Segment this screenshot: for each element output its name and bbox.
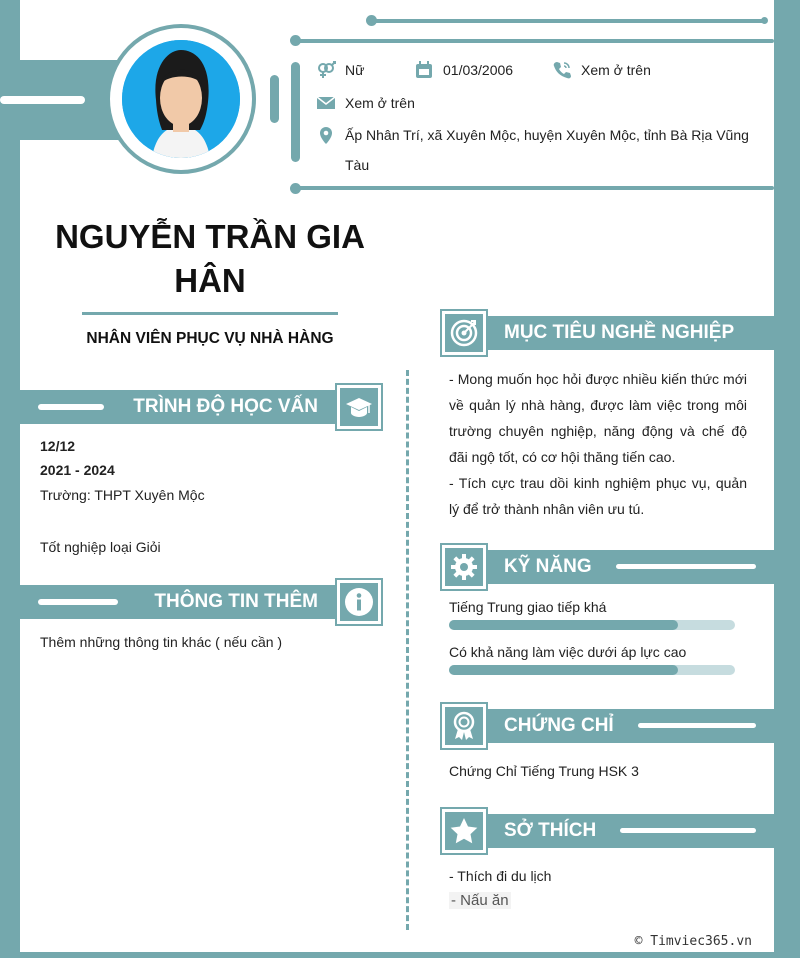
contact-top-dot: [290, 35, 301, 46]
skills-title: KỸ NĂNG: [504, 556, 592, 577]
hobbies-title: SỞ THÍCH: [504, 820, 597, 841]
avatar: [122, 40, 240, 158]
phone-value: Xem ở trên: [581, 62, 651, 78]
certificates-header-line: [638, 723, 756, 728]
education-school: Trường: THPT Xuyên Mộc: [40, 487, 205, 503]
skills-icon-box: [442, 545, 486, 589]
extra-info-text: Thêm những thông tin khác ( nếu cần ): [40, 634, 283, 650]
certificate-item: Chứng Chỉ Tiếng Trung HSK 3: [449, 763, 639, 779]
star-icon: [449, 816, 479, 846]
hobby-item: - Nấu ăn: [451, 892, 509, 909]
candidate-name: [40, 215, 380, 303]
skill-bar-track: [449, 665, 735, 675]
education-icon-box: [337, 385, 381, 429]
extra-info-header: [20, 585, 340, 619]
contact-bottom-line: [296, 186, 774, 190]
skills-header-line: [616, 564, 756, 569]
contact-side-bar: [291, 62, 300, 162]
education-result: Tốt nghiệp loại Giỏi: [40, 539, 161, 555]
certificates-header: [484, 709, 774, 743]
extra-info-icon-box: [337, 580, 381, 624]
education-header-line: [38, 404, 104, 410]
name-line-2: HÂN: [174, 262, 246, 299]
top-deco-dot: [366, 15, 377, 26]
education-title: TRÌNH ĐỘ HỌC VẤN: [133, 396, 318, 417]
skill-bar-fill: [449, 665, 678, 675]
objective-title: MỤC TIÊU NGHỀ NGHIỆP: [504, 322, 735, 343]
job-position: NHÂN VIÊN PHỤC VỤ NHÀ HÀNG: [86, 330, 334, 347]
email-icon: [316, 93, 336, 113]
award-ribbon-icon: [449, 711, 479, 741]
watermark: © Timviec365.vn: [634, 934, 752, 949]
skill-bar-fill: [449, 620, 678, 630]
top-deco-dot-end: [761, 17, 768, 24]
skill-label: Tiếng Trung giao tiếp khá: [449, 599, 607, 615]
info-icon: [344, 587, 374, 617]
graduation-cap-icon: [345, 393, 373, 421]
top-deco-line: [372, 19, 766, 23]
hobbies-header-line: [620, 828, 756, 833]
contact-email: [316, 93, 415, 113]
education-header: [20, 390, 340, 424]
skill-bar-track: [449, 620, 735, 630]
name-divider: [82, 312, 338, 315]
contact-gender: [316, 60, 364, 80]
extra-info-title: THÔNG TIN THÊM: [154, 591, 318, 612]
skill-label: Có khả năng làm việc dưới áp lực cao: [449, 644, 687, 660]
hobbies-header: [484, 814, 774, 848]
objective-icon-box: [442, 311, 486, 355]
certificates-icon-box: [442, 704, 486, 748]
education-years: 2021 - 2024: [40, 462, 115, 478]
birthday-value: 01/03/2006: [443, 62, 514, 78]
contact-phone: [552, 60, 651, 80]
location-pin-icon: [316, 126, 336, 146]
calendar-icon: [414, 60, 434, 80]
gear-icon: [449, 552, 479, 582]
certificates-title: CHỨNG CHỈ: [504, 715, 614, 736]
extra-info-header-line: [38, 599, 118, 605]
gender-value: Nữ: [345, 62, 365, 78]
gender-icon: [316, 60, 336, 80]
address-line-2: Tàu: [345, 157, 370, 173]
email-value: Xem ở trên: [345, 95, 415, 111]
address-line-1: Ấp Nhân Trí, xã Xuyên Mộc, huyện Xuyên Mộc, tỉnh Bà Rịa Vũng: [345, 127, 749, 143]
contact-birthday: [414, 60, 513, 80]
education-grade: 12/12: [40, 438, 76, 454]
hobbies-icon-box: [442, 809, 486, 853]
target-icon: [449, 318, 479, 348]
objective-text-2: - Tích cực trau dồi kinh nghiệm phục vụ, quản lý để trở thành nhân viên ưu tú.: [449, 475, 747, 517]
hobby-item: - Thích đi du lịch: [449, 868, 552, 884]
objective-header: [484, 316, 774, 350]
left-deco-line: [0, 96, 85, 104]
contact-address: [316, 126, 749, 180]
phone-icon: [552, 60, 572, 80]
name-line-1: NGUYỄN TRẦN GIA: [55, 218, 365, 255]
column-divider: [406, 370, 409, 930]
contact-bottom-dot: [290, 183, 301, 194]
skills-header: [484, 550, 774, 584]
avatar-side-bar: [270, 75, 279, 123]
objective-content: [449, 366, 747, 522]
contact-top-line: [296, 39, 774, 43]
objective-text-1: - Mong muốn học hỏi được nhiều kiến thức mới về quản lý nhà hàng, được làm việc trong môi trường chuyên nghiệp, năng động và chế độ đãi ngộ tốt, có cơ hội thăng tiến cao.: [449, 371, 747, 465]
